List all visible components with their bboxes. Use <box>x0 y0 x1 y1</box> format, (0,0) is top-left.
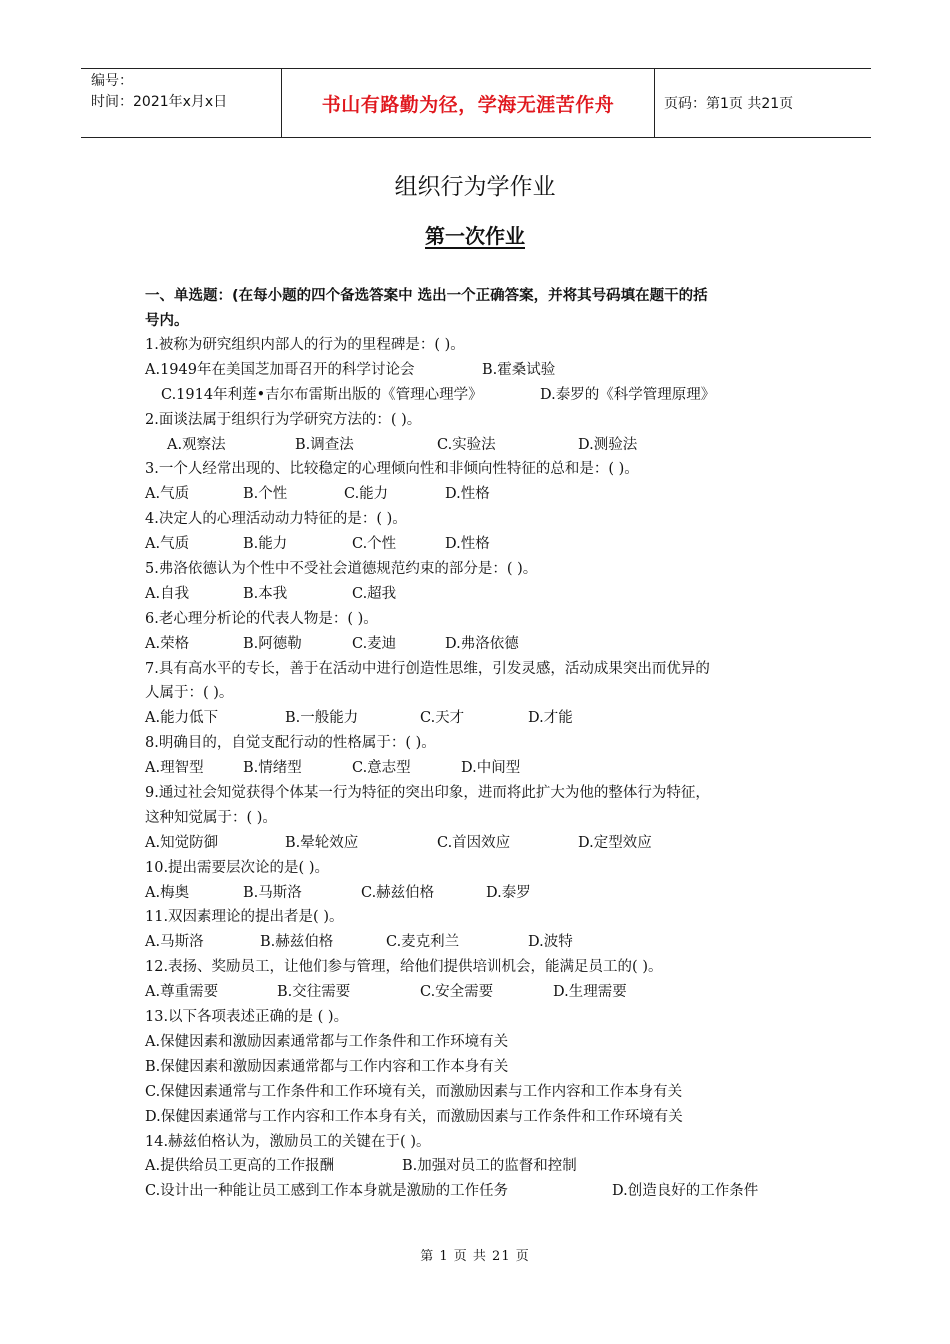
question-stem: 10.提出需要层次论的是( )。 <box>145 859 329 876</box>
answer-option: D.性格 <box>445 486 490 503</box>
document-subtitle <box>0 220 950 249</box>
answer-option: C.麦克利兰 <box>386 934 460 951</box>
question-stem: 7.具有高水平的专长，善于在活动中进行创造性思维，引发灵感，活动成果突出而优异的 <box>145 660 710 677</box>
question-stem: 14.赫兹伯格认为，激励员工的关键在于( )。 <box>145 1133 431 1150</box>
answer-option: B.保健因素和激励因素通常都与工作内容和工作本身有关 <box>145 1058 509 1075</box>
answer-option: C.麦迪 <box>352 635 397 652</box>
answer-option: A.梅奥 <box>145 884 190 901</box>
answer-option: B.能力 <box>243 536 288 553</box>
question-stem: 6.老心理分析论的代表人物是：( )。 <box>145 610 378 627</box>
section-heading-line: 一、单选题：(在每小题的四个备选答案中 选出一个正确答案，并将其号码填在题干的括 <box>145 288 708 304</box>
answer-option: A.马斯洛 <box>145 934 204 951</box>
header-left-cell <box>81 69 281 137</box>
options-row <box>145 1105 815 1130</box>
answer-option: A.能力低下 <box>145 710 219 727</box>
question-item <box>145 607 815 657</box>
options-row <box>145 1179 815 1204</box>
answer-option: A.自我 <box>145 585 190 602</box>
options-row <box>145 383 815 408</box>
options-row <box>145 881 815 906</box>
question-stem: 11.双因素理论的提出者是( )。 <box>145 909 344 926</box>
options-row <box>145 482 815 507</box>
options-row <box>145 1080 815 1105</box>
answer-option: A.保健因素和激励因素通常都与工作条件和工作环境有关 <box>145 1033 509 1050</box>
question-item <box>145 408 815 458</box>
answer-option: C.赫兹伯格 <box>361 884 435 901</box>
answer-option: A.1949年在美国芝加哥召开的科学讨论会 <box>145 361 415 378</box>
answer-option: B.赫兹伯格 <box>260 934 334 951</box>
options-row <box>145 1055 815 1080</box>
answer-option: B.情绪型 <box>243 760 302 777</box>
answer-option: C.意志型 <box>352 760 411 777</box>
answer-option: D.生理需要 <box>553 984 627 1001</box>
question-stem: 8.明确目的，自觉支配行动的性格属于：( )。 <box>145 735 436 752</box>
question-stem: 9.通过社会知觉获得个体某一行为特征的突出印象，进而将此扩大为他的整体行为特征， <box>145 785 710 802</box>
answer-option: C.保健因素通常与工作条件和工作环境有关，而激励因素与工作内容和工作本身有关 <box>145 1083 683 1100</box>
answer-option: A.知觉防御 <box>145 834 219 851</box>
page-footer: 第 1 页 共 21 页 <box>420 1249 530 1264</box>
answer-option: C.安全需要 <box>420 984 494 1001</box>
answer-option: C.实验法 <box>437 436 496 453</box>
question-list <box>145 333 815 1204</box>
options-row <box>145 1030 815 1055</box>
section-heading-line: 号内。 <box>145 313 189 329</box>
answer-option: B.一般能力 <box>285 710 359 727</box>
answer-option: D.泰罗 <box>486 884 531 901</box>
question-stem: 1.被称为研究组织内部人的行为的里程碑是：( )。 <box>145 337 465 353</box>
answer-option: C.1914年利莲•吉尔布雷斯出版的《管理心理学》 <box>161 386 483 403</box>
question-item <box>145 557 815 607</box>
answer-option: D.定型效应 <box>578 834 652 851</box>
answer-option: D.波特 <box>528 934 573 951</box>
options-row <box>145 1154 815 1179</box>
answer-option: A.气质 <box>145 536 190 553</box>
question-item <box>145 731 815 781</box>
time-label: 时间：2021年x月x日 <box>91 94 228 110</box>
answer-option: D.测验法 <box>578 436 638 453</box>
answer-option: C.超我 <box>352 585 397 602</box>
answer-option: A.气质 <box>145 486 190 503</box>
answer-option: B.调查法 <box>295 436 354 453</box>
answer-option: D.泰罗的《科学管理原理》 <box>540 386 716 403</box>
question-item <box>145 1005 815 1129</box>
answer-option: C.个性 <box>352 536 397 553</box>
answer-option: D.才能 <box>528 710 573 727</box>
page-info: 页码：第1页 共21页 <box>664 96 794 112</box>
options-row <box>145 433 815 458</box>
options-row <box>145 632 815 657</box>
question-item <box>145 457 815 507</box>
options-row <box>145 831 815 856</box>
answer-option: D.性格 <box>445 536 490 553</box>
options-row <box>145 706 815 731</box>
question-stem: 5.弗洛依德认为个性中不受社会道德规范约束的部分是：( )。 <box>145 561 538 578</box>
question-stem: 13.以下各项表述正确的是 ( )。 <box>145 1009 349 1026</box>
question-item <box>145 955 815 1005</box>
question-item <box>145 507 815 557</box>
options-row <box>145 756 815 781</box>
answer-option: C.能力 <box>344 486 389 503</box>
answer-option: D.保健因素通常与工作内容和工作本身有关，而激励因素与工作条件和工作环境有关 <box>145 1108 683 1125</box>
options-row <box>145 532 815 557</box>
answer-option: C.设计出一种能让员工感到工作本身就是激励的工作任务 <box>145 1183 509 1200</box>
number-label: 编号： <box>91 73 133 89</box>
document-header <box>81 68 871 138</box>
question-stem: 2.面谈法属于组织行为学研究方法的：( )。 <box>145 411 422 428</box>
subtitle-text: 第一次作业 <box>425 224 525 248</box>
question-item <box>145 905 815 955</box>
answer-option: B.霍桑试验 <box>482 361 556 378</box>
question-stem: 人属于：( )。 <box>145 685 234 702</box>
options-row <box>145 358 815 383</box>
options-row <box>145 980 815 1005</box>
answer-option: A.荣格 <box>145 635 190 652</box>
question-item <box>145 856 815 906</box>
header-motto-cell <box>281 69 655 137</box>
question-stem: 4.决定人的心理活动动力特征的是：( )。 <box>145 511 407 528</box>
answer-option: D.创造良好的工作条件 <box>612 1183 759 1200</box>
answer-option: A.理智型 <box>145 760 204 777</box>
answer-option: C.首因效应 <box>437 834 511 851</box>
answer-option: B.马斯洛 <box>243 884 302 901</box>
options-row <box>145 582 815 607</box>
answer-option: B.加强对员工的监督和控制 <box>402 1158 577 1175</box>
answer-option: A.观察法 <box>167 436 226 453</box>
answer-option: B.晕轮效应 <box>285 834 359 851</box>
answer-option: A.提供给员工更高的工作报酬 <box>145 1158 335 1175</box>
header-page-cell <box>655 69 871 137</box>
answer-option: B.本我 <box>243 585 288 602</box>
question-item <box>145 1130 815 1205</box>
answer-option: B.阿德勒 <box>243 635 302 652</box>
question-stem: 3.一个人经常出现的、比较稳定的心理倾向性和非倾向性特征的总和是：( )。 <box>145 461 639 478</box>
answer-option: A.尊重需要 <box>145 984 219 1001</box>
question-item <box>145 333 815 408</box>
question-item <box>145 781 815 856</box>
section-heading <box>145 284 815 334</box>
answer-option: B.交往需要 <box>277 984 351 1001</box>
answer-option: B.个性 <box>243 486 288 503</box>
motto-text: 书山有路勤为径，学海无涯苦作舟 <box>321 93 615 116</box>
answer-option: C.天才 <box>420 710 465 727</box>
answer-option: D.中间型 <box>461 760 521 777</box>
question-stem: 12.表扬、奖励员工，让他们参与管理，给他们提供培训机会，能满足员工的( )。 <box>145 959 663 976</box>
document-title: 组织行为学作业 <box>394 174 556 200</box>
answer-option: D.弗洛依德 <box>445 635 519 652</box>
options-row <box>145 930 815 955</box>
question-item <box>145 657 815 732</box>
question-stem: 这种知觉属于：( )。 <box>145 809 277 826</box>
